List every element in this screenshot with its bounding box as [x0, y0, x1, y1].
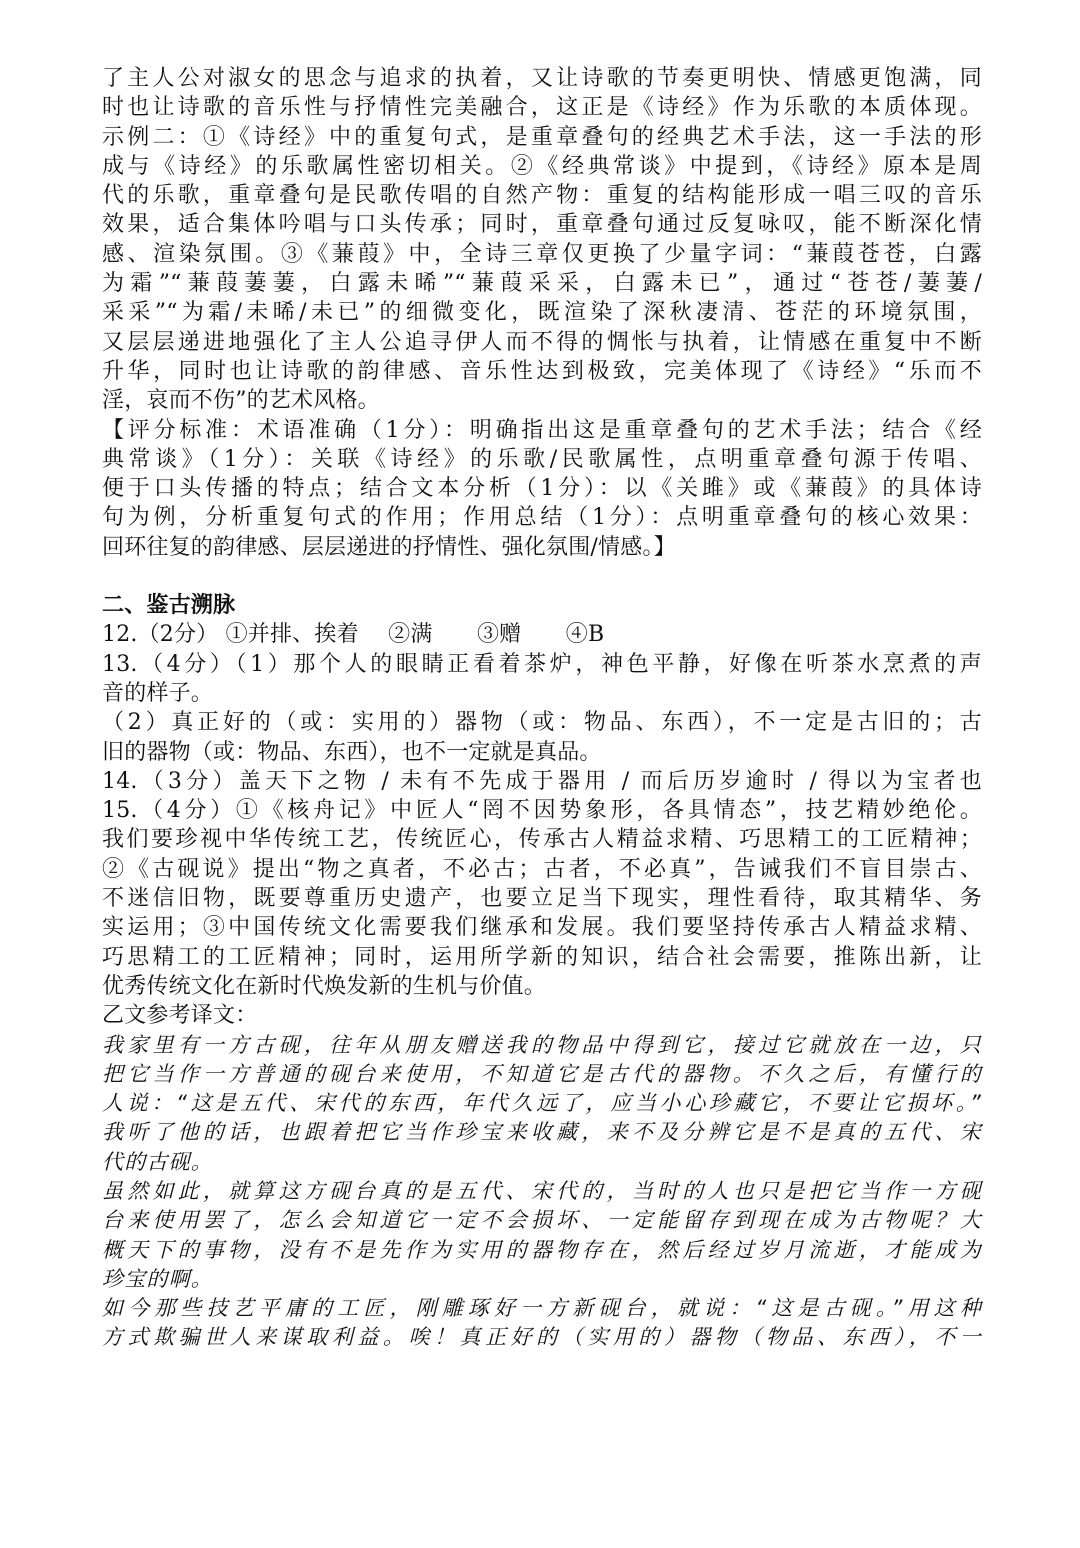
text-line: 时也让诗歌的音乐性与抒情性完美融合，这正是《诗经》作为乐歌的本质体现。: [102, 95, 982, 121]
text-line: 成与《诗经》的乐歌属性密切相关。②《经典常谈》中提到，《诗经》原本是周: [102, 153, 982, 179]
text-line: 了主人公对淑女的思念与追求的执着，又让诗歌的节奏更明快、情感更饱满，同: [102, 66, 982, 91]
translation-line: 代的古砚。: [102, 1149, 213, 1174]
translation-heading: 乙文参考译文：: [102, 1003, 258, 1029]
answer-key-page: [102, 64, 982, 1353]
answer-line: 旧的器物（或：物品、东西），也不一定就是真品。: [102, 739, 602, 765]
answer-line: 不迷信旧物，既要尊重历史遗产，也要立足当下现实，理性看待，取其精华、务: [102, 886, 982, 912]
scoring-criteria-line: 典常谈》（1分）：关联《诗经》的乐歌/民歌属性，点明重章叠句源于传唱、: [102, 446, 982, 472]
text-line: 采采”“为霜/未晞/未已”的细微变化，既渲染了深秋凄清、苍茫的环境氛围，: [102, 300, 982, 326]
text-line: 升华，同时也让诗歌的韵律感、音乐性达到极致，完美体现了《诗经》“乐而不: [102, 358, 982, 384]
text-line: 淫，哀而不伤”的艺术风格。: [102, 388, 380, 414]
scoring-criteria-line: 句为例，分析重复句式的作用；作用总结（1分）：点明重章叠句的核心效果：: [102, 505, 982, 531]
answer-line: 实运用；③中国传统文化需要我们继承和发展。我们要坚持传承古人精益求精、: [102, 915, 982, 941]
translation-line: 概天下的事物，没有不是先作为实用的器物存在，然后经过岁月流逝，才能成为: [102, 1237, 982, 1262]
answer-line: （2）真正好的（或：实用的）器物（或：物品、东西），不一定是古旧的；古: [102, 710, 982, 736]
translation-line: 人说：“这是五代、宋代的东西，年代久远了，应当小心珍藏它，不要让它损坏。”: [102, 1091, 982, 1116]
answer-line-q14: 14.（3分）盖天下之物 / 未有不先成于器用 / 而后历岁逾时 / 得以为宝者也: [102, 768, 982, 794]
translation-line: 方式欺骗世人来谋取利益。唉！真正好的（实用的）器物（物品、东西），不一: [102, 1325, 982, 1350]
text-line: 为霜”“蒹葭萋萋，白露未晞”“蒹葭采采，白露未已”，通过“苍苍/萋萋/: [102, 271, 982, 297]
answer-line-q15: 15.（4分）①《核舟记》中匠人“罔不因势象形，各具情态”，技艺精妙绝伦。: [102, 798, 982, 824]
answer-line: 音的样子。: [102, 680, 214, 706]
section-gap: [102, 562, 982, 591]
answer-line: 我们要珍视中华传统工艺，传统匠心，传承古人精益求精、巧思精工的工匠精神；: [102, 827, 982, 853]
translation-line: 台来使用罢了，怎么会知道它一定不会损坏、一定能留存到现在成为古物呢？大: [102, 1208, 982, 1233]
text-line: 代的乐歌，重章叠句是民歌传唱的自然产物：重复的结构能形成一唱三叹的音乐: [102, 183, 982, 209]
translation-block: [102, 1031, 982, 1353]
answer-line-q12: 12.（2分） ①并排、挨着 ②满 ③赠 ④B: [102, 622, 605, 648]
translation-line: 我听了他的话，也跟着把它当作珍宝来收藏，来不及分辨它是不是真的五代、宋: [102, 1120, 982, 1145]
section-title: 二、鉴古溯脉: [102, 592, 236, 619]
translation-line: 虽然如此，就算这方砚台真的是五代、宋代的，当时的人也只是把它当作一方砚: [102, 1178, 982, 1203]
scoring-criteria-line: 便于口头传播的特点；结合文本分析（1分）：以《关雎》或《蒹葭》的具体诗: [102, 476, 982, 502]
answer-line: 优秀传统文化在新时代焕发新的生机与价值。: [102, 973, 547, 999]
translation-line: 把它当作一方普通的砚台来使用，不知道它是古代的器物。不久之后，有懂行的: [102, 1061, 982, 1086]
answer-line-q13: 13.（4分）（1）那个人的眼睛正看着茶炉，神色平静，好像在听茶水烹煮的声: [102, 651, 982, 677]
scoring-criteria-line: 【评分标准：术语准确（1分）：明确指出这是重章叠句的艺术手法；结合《经: [102, 417, 982, 443]
answers-block: [102, 620, 982, 1030]
translation-line: 珍宝的啊。: [102, 1266, 213, 1291]
text-line: 效果，适合集体吟唱与口头传承；同时，重章叠句通过反复咏叹，能不断深化情: [102, 212, 982, 238]
translation-line: 如今那些技艺平庸的工匠，刚雕琢好一方新砚台，就说：“这是古砚。”用这种: [102, 1296, 982, 1321]
answer-line: 巧思精工的工匠精神；同时，运用所学新的知识，结合社会需要，推陈出新，让: [102, 944, 982, 970]
scoring-criteria-line: 回环往复的韵律感、层层递进的抒情性、强化氛围/情感。】: [102, 534, 676, 560]
text-line: 示例二：①《诗经》中的重复句式，是重章叠句的经典艺术手法，这一手法的形: [102, 124, 982, 150]
text-line: 又层层递进地强化了主人公追寻伊人而不得的惆怅与执着，让情感在重复中不断: [102, 329, 982, 355]
essay-answer-block: [102, 64, 982, 562]
translation-line: 我家里有一方古砚，往年从朋友赠送我的物品中得到它，接过它就放在一边，只: [102, 1032, 982, 1057]
text-line: 感、渲染氛围。③《蒹葭》中，全诗三章仅更换了少量字词：“蒹葭苍苍，白露: [102, 241, 982, 267]
answer-line: ②《古砚说》提出“物之真者，不必古；古者，不必真”，告诫我们不盲目崇古、: [102, 856, 982, 882]
